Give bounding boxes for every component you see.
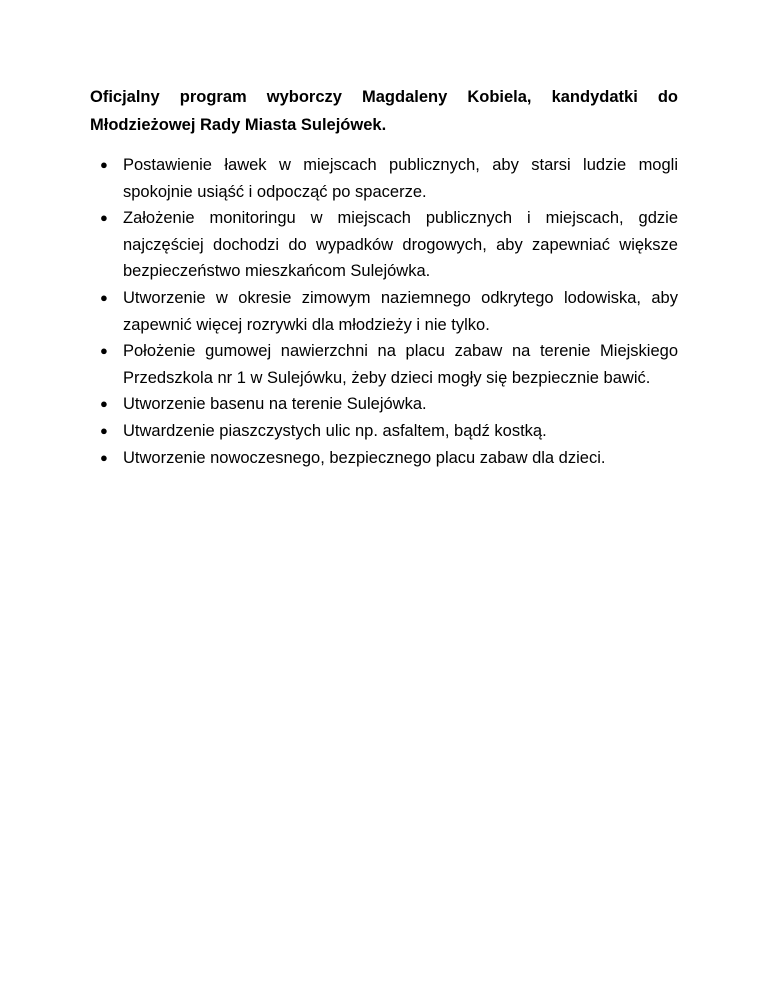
program-list <box>90 152 678 471</box>
document-page <box>90 83 678 471</box>
list-item-text: Utworzenie basenu na terenie Sulejówka. <box>123 395 427 414</box>
list-item <box>90 445 678 472</box>
bullet-icon: ● <box>100 343 108 359</box>
list-item-text: Postawienie ławek w miejscach publicznych, aby starsi ludzie mogli spokojnie usiąść i odpocząć po spacerze. <box>123 156 678 201</box>
list-item <box>90 391 678 418</box>
list-item <box>90 285 678 338</box>
bullet-icon: ● <box>100 449 108 465</box>
list-item-text: Utworzenie nowoczesnego, bezpiecznego placu zabaw dla dzieci. <box>123 448 606 467</box>
document-title: Oficjalny program wyborczy Magdaleny Kobiela, kandydatki do Młodzieżowej Rady Miasta Sulejówek. <box>90 88 678 134</box>
bullet-icon: ● <box>100 157 108 172</box>
list-item-text: Utworzenie w okresie zimowym naziemnego odkrytego lodowiska, aby zapewnić więcej rozrywki dla młodzieży i nie tylko. <box>123 288 678 334</box>
list-item <box>90 418 678 445</box>
list-item-text: Położenie gumowej nawierzchni na placu zabaw na terenie Miejskiego Przedszkola nr 1 w Sulejówku, żeby dzieci mogły się bezpiecznie bawić. <box>123 342 678 387</box>
bullet-icon: ● <box>100 422 108 438</box>
bullet-icon: ● <box>100 396 108 412</box>
list-item <box>90 338 678 391</box>
list-item-text: Założenie monitoringu w miejscach publicznych i miejscach, gdzie najczęściej dochodzi do wypadków drogowych, aby zapewniać większe bezpieczeństwo mieszkańcom Sulejówka. <box>123 209 678 281</box>
list-item-text: Utwardzenie piaszczystych ulic np. asfaltem, bądź kostką. <box>123 421 547 440</box>
bullet-icon: ● <box>100 210 108 226</box>
list-item <box>90 152 678 205</box>
list-item <box>90 205 678 285</box>
bullet-icon: ● <box>100 289 108 305</box>
